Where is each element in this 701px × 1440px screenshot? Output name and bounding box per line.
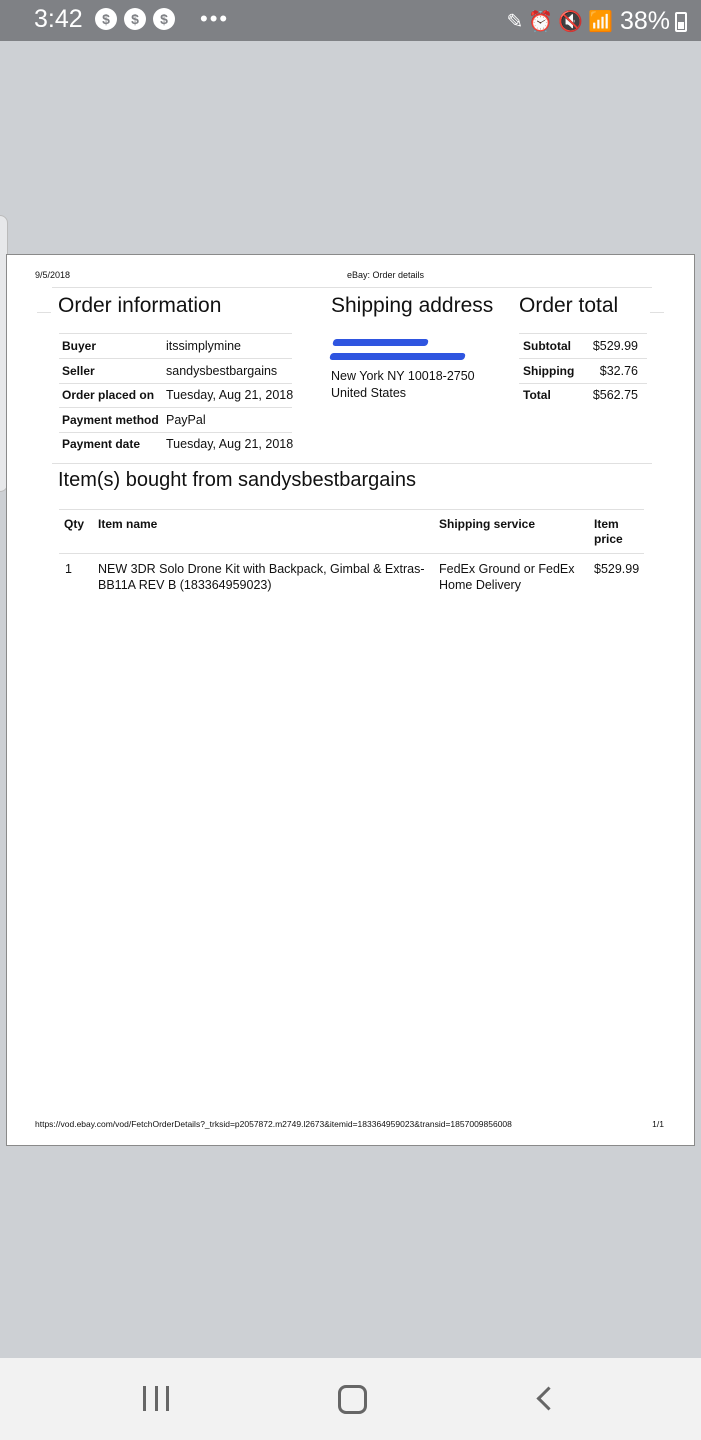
tag-icon: $ <box>124 8 146 30</box>
seller-label: Seller <box>62 364 95 378</box>
home-button[interactable] <box>338 1385 367 1414</box>
status-icons <box>506 7 687 36</box>
footer-page-number: 1/1 <box>652 1119 664 1129</box>
address-city-line: New York NY 10018-2750 <box>331 369 475 383</box>
item-shipping-service <box>439 561 574 593</box>
tag-icon: $ <box>95 8 117 30</box>
notification-icons <box>95 8 175 30</box>
item-name-line1: NEW 3DR Solo Drone Kit with Backpack, Gimbal & Extras- <box>98 562 425 576</box>
print-date: 9/5/2018 <box>35 270 71 280</box>
total-label: Total <box>523 388 551 402</box>
buyer-label: Buyer <box>62 339 97 353</box>
divider <box>59 432 292 433</box>
footer-url: https://vod.ebay.com/vod/FetchOrderDetails?_trksid=p2057872.m2749.l2673&itemid=183364959023&transid=1857009856008 <box>35 1119 512 1129</box>
total-value: $562.75 <box>592 388 638 402</box>
divider <box>59 509 644 510</box>
alarm-icon: ⏰ <box>528 11 554 33</box>
divider <box>59 358 292 359</box>
order-placed-label: Order placed on <box>62 388 155 402</box>
order-information-title: Order information <box>58 294 222 317</box>
item-shipping-line1: FedEx Ground or FedEx <box>439 562 575 576</box>
item-name-line2: BB11A REV B (183364959023) <box>98 578 272 592</box>
tag-icon: $ <box>153 8 175 30</box>
divider <box>52 287 652 288</box>
order-placed-value: Tuesday, Aug 21, 2018 <box>166 388 294 402</box>
status-time: 3:42 <box>34 5 83 33</box>
payment-date-value: Tuesday, Aug 21, 2018 <box>166 437 294 451</box>
payment-date-label: Payment date <box>62 437 141 451</box>
column-shipping-service: Shipping service <box>439 517 536 531</box>
shipping-address-title: Shipping address <box>331 294 494 317</box>
back-button[interactable] <box>536 1386 560 1410</box>
buyer-value: itssimplymine <box>166 339 242 353</box>
payment-method-label: Payment method <box>62 413 159 427</box>
divider <box>59 333 292 334</box>
divider <box>52 463 652 464</box>
column-item-price <box>594 517 623 547</box>
payment-method-value: PayPal <box>166 413 206 427</box>
battery-percent: 38% <box>619 7 670 35</box>
column-item-name: Item name <box>98 517 158 531</box>
divider <box>59 383 292 384</box>
divider <box>519 383 647 384</box>
recent-apps-button[interactable] <box>143 1386 169 1411</box>
redacted-street <box>329 353 465 360</box>
address-country: United States <box>331 386 407 400</box>
divider <box>650 312 664 313</box>
item-price: $529.99 <box>594 562 640 576</box>
document-page <box>6 254 695 1146</box>
item-qty: 1 <box>65 562 72 576</box>
print-title: eBay: Order details <box>347 270 425 280</box>
column-qty: Qty <box>64 517 85 531</box>
redacted-name <box>332 339 428 346</box>
column-item-price-line2: price <box>594 532 623 546</box>
items-title: Item(s) bought from sandysbestbargains <box>58 469 416 491</box>
subtotal-value: $529.99 <box>592 339 638 353</box>
mute-icon: 🔇 <box>558 11 584 33</box>
navigation-bar <box>0 1358 701 1440</box>
item-shipping-line2: Home Delivery <box>439 578 521 592</box>
battery-icon <box>675 12 687 32</box>
pen-icon: ✎ <box>506 11 524 33</box>
seller-value: sandysbestbargains <box>166 364 278 378</box>
status-bar <box>0 0 701 41</box>
divider <box>59 553 644 554</box>
shipping-cost-label: Shipping <box>523 364 575 378</box>
column-item-price-line1: Item <box>594 517 619 531</box>
order-total-title: Order total <box>519 294 619 317</box>
item-name <box>98 561 425 593</box>
divider <box>519 333 647 334</box>
divider <box>37 312 51 313</box>
divider <box>59 407 292 408</box>
shipping-cost-value: $32.76 <box>599 364 638 378</box>
more-notifications-icon: ••• <box>200 6 230 31</box>
wifi-icon: 📶 <box>588 11 613 33</box>
subtotal-label: Subtotal <box>523 339 571 353</box>
divider <box>519 358 647 359</box>
